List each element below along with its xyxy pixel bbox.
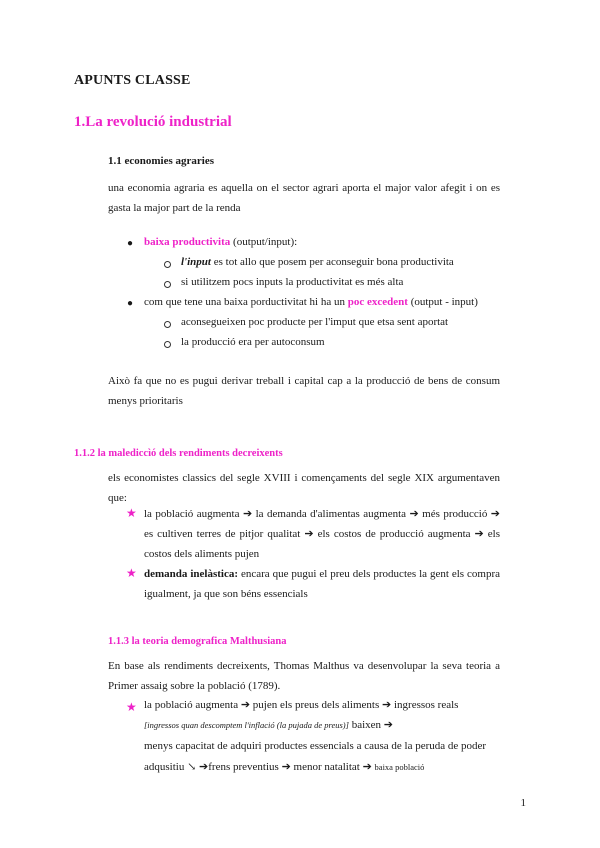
star-item-line-3: menys capacitat de adquiri productes essencials a causa de la peruda de poder: [144, 740, 487, 752]
document-title: APUNTS CLASSE: [74, 73, 191, 88]
bullet-baixa-productivitat: [144, 236, 297, 248]
paragraph-economistes-classics: els economistes classics del segle XVIII i començaments del segle XIX argumentaven que:: [108, 472, 500, 504]
paragraph-thomas-malthus: En base als rendiments decreixents, Thomas Malthus va desenvolupar la seva teoria a Primer assaig sobre la població (1789).: [108, 660, 500, 692]
sub-bullet-circle: [164, 321, 171, 328]
section-heading-revolucio-industrial: 1.La revolució industrial: [74, 114, 232, 130]
subsection-heading-malthusiana: 1.1.3 la teoria demografica Malthusiana: [108, 636, 287, 647]
star-item-line-2: [144, 718, 393, 731]
bullet-text: (output - input): [407, 296, 478, 308]
sub-bullet-input: [181, 256, 454, 268]
sub-bullet-autoconsum: la producció era per autoconsum: [181, 336, 325, 348]
term-demanda-inelastica: demanda inelàstica:: [144, 568, 238, 580]
term-input: l'input: [181, 256, 211, 268]
subsection-heading-economies-agraries: 1.1 economies agraries: [108, 155, 214, 167]
page-number: 1: [520, 797, 526, 809]
sub-bullet-circle: [164, 341, 171, 348]
star-item-line-4: [144, 760, 424, 773]
star-item-text: encara que pugui el preu dels productes la gent els compra igualment, ja que son béns essencials: [144, 568, 500, 600]
paragraph-economia-agraria: una economia agraria es aquella on el sector agrari aporta el major valor afegit i on es gasta la major part de la renda: [108, 182, 500, 214]
sub-bullet-pocs-inputs: si utilitzem pocs inputs la productivitat es més alta: [181, 276, 404, 288]
sub-bullet-poc-producte: aconsegueixen poc producte per l'imput que etsa sent aportat: [181, 316, 449, 328]
star-item-text: adqusitiu ↘ ➔frens preventius ➔ menor natalitat ➔: [144, 761, 375, 773]
note-baixa-poblacio: baixa població: [374, 762, 425, 772]
star-item-demanda-inelastica: [144, 564, 500, 604]
sub-bullet-text: es tot allo que posem per aconseguir bona productivita: [210, 256, 454, 268]
sub-bullet-circle: [164, 261, 171, 268]
star-item-text: baixen ➔: [348, 719, 393, 731]
bullet-text: (output/input):: [230, 236, 298, 248]
star-item-poblacio-augmenta: la població augmenta ➔ la demanda d'alimentas augmenta ➔ més producció ➔ es cultiven terres de pitjor qualitat ➔ els costos de producció augmenta ➔ els costos dels aliments pujen: [144, 508, 500, 560]
bullet-text: com que tene una baixa porductivitat hi ha un: [144, 296, 348, 308]
sub-bullet-circle: [164, 281, 171, 288]
term-baixa-productivitat: baixa productivita: [144, 236, 231, 248]
bullet-poc-excedent: [144, 296, 478, 308]
note-ingressos-reals: [ingressos quan descomptem l'inflació (la pujada de preus)]: [144, 720, 349, 730]
star-item-line-1: la població augmenta ➔ pujen els preus dels aliments ➔ ingressos reals: [144, 699, 459, 711]
star-bullet-icon: ★: [126, 566, 137, 580]
paragraph-aixo-fa: Això fa que no es pugui derivar treball i capital cap a la producció de bens de consum menys prioritaris: [108, 375, 500, 407]
star-bullet-icon: ★: [126, 506, 137, 520]
bullet-dot: ●: [127, 238, 134, 249]
bullet-dot: ●: [127, 298, 134, 309]
star-bullet-icon: ★: [126, 700, 137, 714]
subsection-heading-malediccio: 1.1.2 la malediccìó dels rendiments decreixents: [74, 448, 283, 459]
term-poc-excedent: poc excedent: [347, 296, 408, 308]
